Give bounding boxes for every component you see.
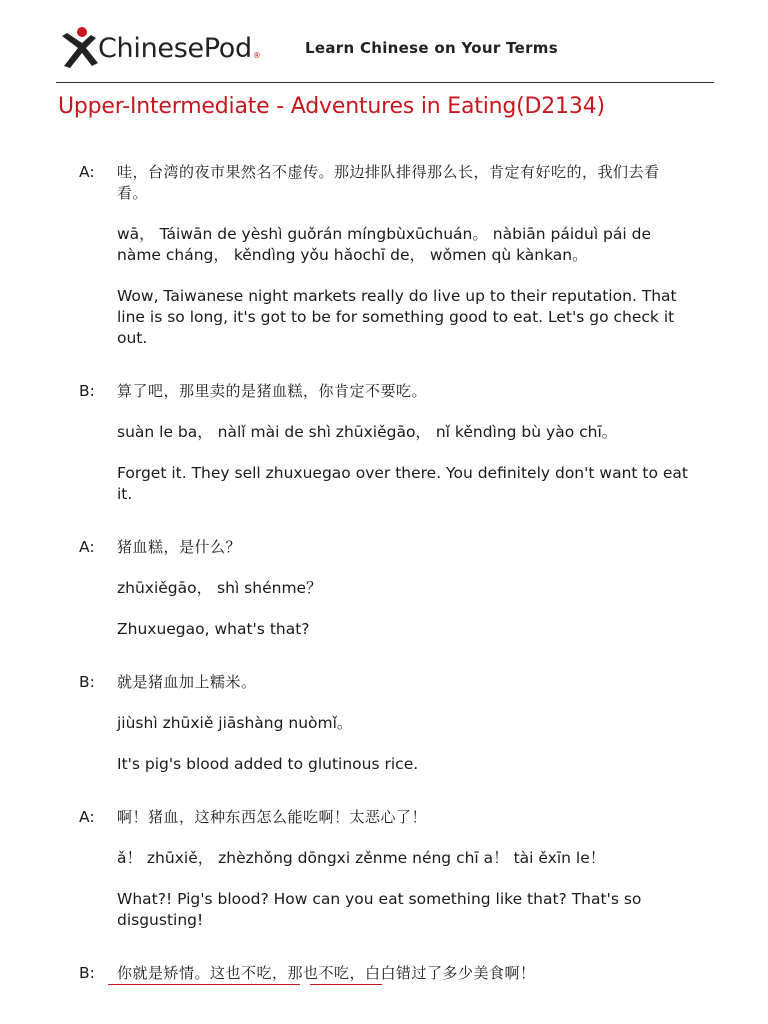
chinesepod-logo[interactable] bbox=[58, 26, 261, 70]
turn-lines bbox=[117, 807, 689, 951]
english-line: Wow, Taiwanese night markets really do live up to their reputation. That line is so long, it's got to be for something good to eat. Let's go check it out. bbox=[117, 287, 677, 347]
dialogue-turn bbox=[79, 381, 689, 525]
page-header bbox=[58, 22, 714, 82]
dialogue bbox=[79, 162, 689, 1016]
dialogue-turn bbox=[79, 162, 689, 369]
hanzi-line: 哇，台湾的夜市果然名不虚传。那边排队排得那么长，肯定有好吃的，我们去看看。 bbox=[117, 163, 660, 202]
turn-lines bbox=[117, 537, 689, 660]
english-line: Zhuxuegao, what's that? bbox=[117, 620, 310, 638]
speaker-label: B: bbox=[79, 964, 95, 982]
pinyin-line: jiùshì zhūxiě jiāshàng nuòmǐ。 bbox=[117, 714, 353, 732]
footer-link-underline[interactable] bbox=[108, 984, 300, 985]
hanzi-line: 猪血糕，是什么？ bbox=[117, 538, 242, 556]
turn-lines bbox=[117, 672, 689, 795]
speaker-label: A: bbox=[79, 808, 95, 826]
english-line: What?! Pig's blood? How can you eat something like that? That's so disgusting! bbox=[117, 890, 642, 929]
turn-lines bbox=[117, 381, 689, 525]
tagline: Learn Chinese on Your Terms bbox=[305, 39, 558, 57]
dialogue-turn bbox=[79, 672, 689, 795]
turn-lines bbox=[117, 162, 689, 369]
hanzi-line: 啊！猪血，这种东西怎么能吃啊！太恶心了！ bbox=[117, 808, 428, 826]
english-line: Forget it. They sell zhuxuegao over there. You definitely don't want to eat it. bbox=[117, 464, 689, 503]
speaker-label: B: bbox=[79, 673, 95, 691]
header-divider bbox=[56, 82, 714, 83]
pinyin-line: wā， Táiwān de yèshì guǒrán míngbùxūchuán。 nàbiān páiduì pái de nàme cháng， kěndìng yǒu hǎochī de， wǒmen qù kànkan。 bbox=[117, 225, 651, 264]
speaker-label: A: bbox=[79, 163, 95, 181]
registered-mark: ® bbox=[252, 51, 261, 60]
english-line: It's pig's blood added to glutinous rice. bbox=[117, 755, 419, 773]
hanzi-line: 你就是矫情。这也不吃，那也不吃，白白错过了多少美食啊！ bbox=[117, 964, 536, 982]
hanzi-line: 就是猪血加上糯米。 bbox=[117, 673, 257, 691]
speaker-label: A: bbox=[79, 538, 95, 556]
dialogue-turn bbox=[79, 537, 689, 660]
dialogue-turn bbox=[79, 807, 689, 951]
lesson-title: Upper-Intermediate - Adventures in Eating(D2134) bbox=[58, 94, 605, 119]
pinyin-line: suàn le ba， nàlǐ mài de shì zhūxiěgāo， nǐ kěndìng bù yào chī。 bbox=[117, 423, 618, 441]
hanzi-line: 算了吧，那里卖的是猪血糕，你肯定不要吃。 bbox=[117, 382, 428, 400]
speaker-label: B: bbox=[79, 382, 95, 400]
pinyin-line: zhūxiěgāo， shì shénme？ bbox=[117, 579, 322, 597]
footer-link-underline[interactable] bbox=[310, 984, 382, 985]
logo-wordmark: ChinesePod bbox=[98, 32, 252, 64]
pinyin-line: ǎ！ zhūxiě， zhèzhǒng dōngxi zěnme néng chī a！ tài ěxīn le！ bbox=[117, 849, 606, 867]
chinesepod-figure-icon bbox=[58, 26, 100, 70]
